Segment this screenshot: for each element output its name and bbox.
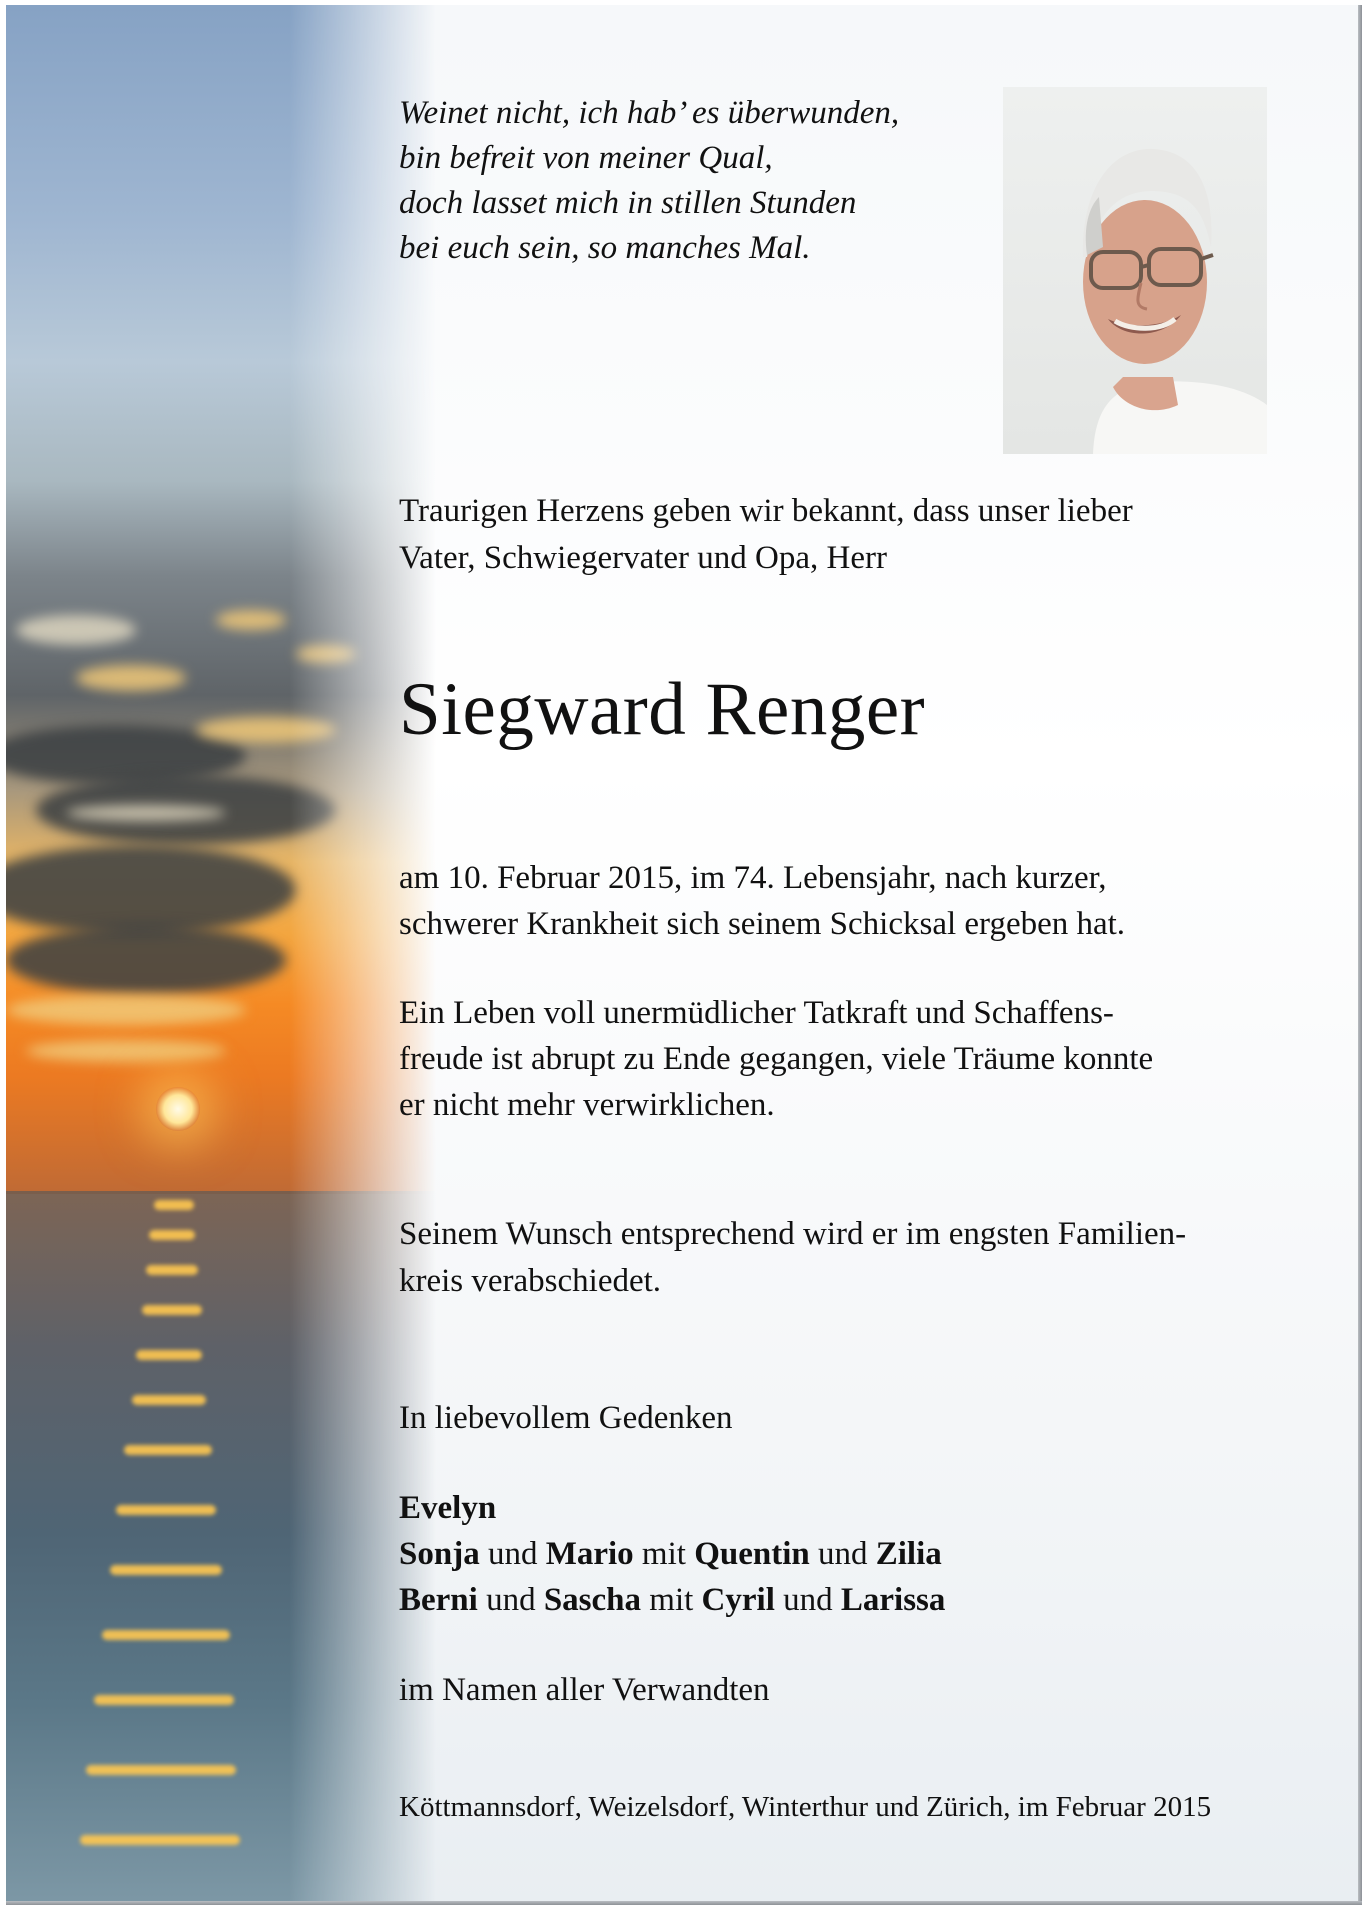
paragraph-line: freude ist abrupt zu Ende gegangen, viele Träume konnte <box>399 1041 1154 1077</box>
relatives-line: im Namen aller Verwandten <box>399 1672 770 1708</box>
family-member: Larissa <box>840 1582 946 1618</box>
poem-line: bei euch sein, so manches Mal. <box>399 230 811 266</box>
family-member: Berni <box>399 1582 478 1618</box>
life-paragraph <box>399 990 1153 1128</box>
obituary-page <box>6 5 1362 1905</box>
frame-edge-bottom <box>6 1901 1362 1905</box>
family-member: Sascha <box>543 1582 642 1618</box>
sea <box>6 1191 436 1905</box>
family-line-1 <box>399 1485 945 1531</box>
family-line-3 <box>399 1577 945 1623</box>
poem-line: doch lasset mich in stillen Stunden <box>399 185 857 221</box>
place-date-line: Köttmannsdorf, Weizelsdorf, Winterthur und Zürich, im Februar 2015 <box>399 1791 1212 1823</box>
family-line-2 <box>399 1531 945 1577</box>
portrait-photo <box>1003 87 1267 454</box>
portrait-illustration <box>1003 87 1267 454</box>
paragraph-line: er nicht mehr verwirklichen. <box>399 1087 775 1123</box>
conjunction: und <box>774 1582 841 1618</box>
family-member: Zilia <box>875 1536 942 1572</box>
family-list <box>399 1485 945 1623</box>
paragraph-line: kreis verabschiedet. <box>399 1263 662 1299</box>
paragraph-line: Seinem Wunsch entsprechend wird er im engsten Familien- <box>399 1216 1187 1252</box>
death-date-paragraph <box>399 855 1125 947</box>
farewell-paragraph <box>399 1211 1186 1305</box>
poem <box>399 91 899 271</box>
frame-edge-right <box>1358 5 1362 1905</box>
intro-text <box>399 488 1133 582</box>
poem-line: bin befreit von meiner Qual, <box>399 140 773 176</box>
family-member: Quentin <box>694 1536 810 1572</box>
sunset-sea-image <box>6 5 436 1905</box>
conjunction: mit <box>633 1536 695 1572</box>
paragraph-line: schwerer Krankheit sich seinem Schicksal ergeben hat. <box>399 906 1126 942</box>
family-member: Sonja <box>399 1536 480 1572</box>
conjunction: und <box>479 1536 546 1572</box>
sun <box>156 1087 200 1131</box>
memory-line: In liebevollem Gedenken <box>399 1400 733 1436</box>
intro-line: Vater, Schwiegervater und Opa, Herr <box>399 540 887 576</box>
conjunction: und <box>477 1582 544 1618</box>
poem-line: Weinet nicht, ich hab’ es überwunden, <box>399 95 900 131</box>
family-member: Mario <box>545 1536 634 1572</box>
conjunction: und <box>809 1536 876 1572</box>
paragraph-line: Ein Leben voll unermüdlicher Tatkraft und Schaffens- <box>399 995 1114 1031</box>
paragraph-line: am 10. Februar 2015, im 74. Lebensjahr, nach kurzer, <box>399 860 1107 896</box>
intro-line: Traurigen Herzens geben wir bekannt, dass unser lieber <box>399 493 1133 529</box>
family-member: Evelyn <box>399 1490 497 1526</box>
conjunction: mit <box>641 1582 702 1618</box>
family-member: Cyril <box>701 1582 775 1618</box>
deceased-name: Siegward Renger <box>399 668 926 751</box>
